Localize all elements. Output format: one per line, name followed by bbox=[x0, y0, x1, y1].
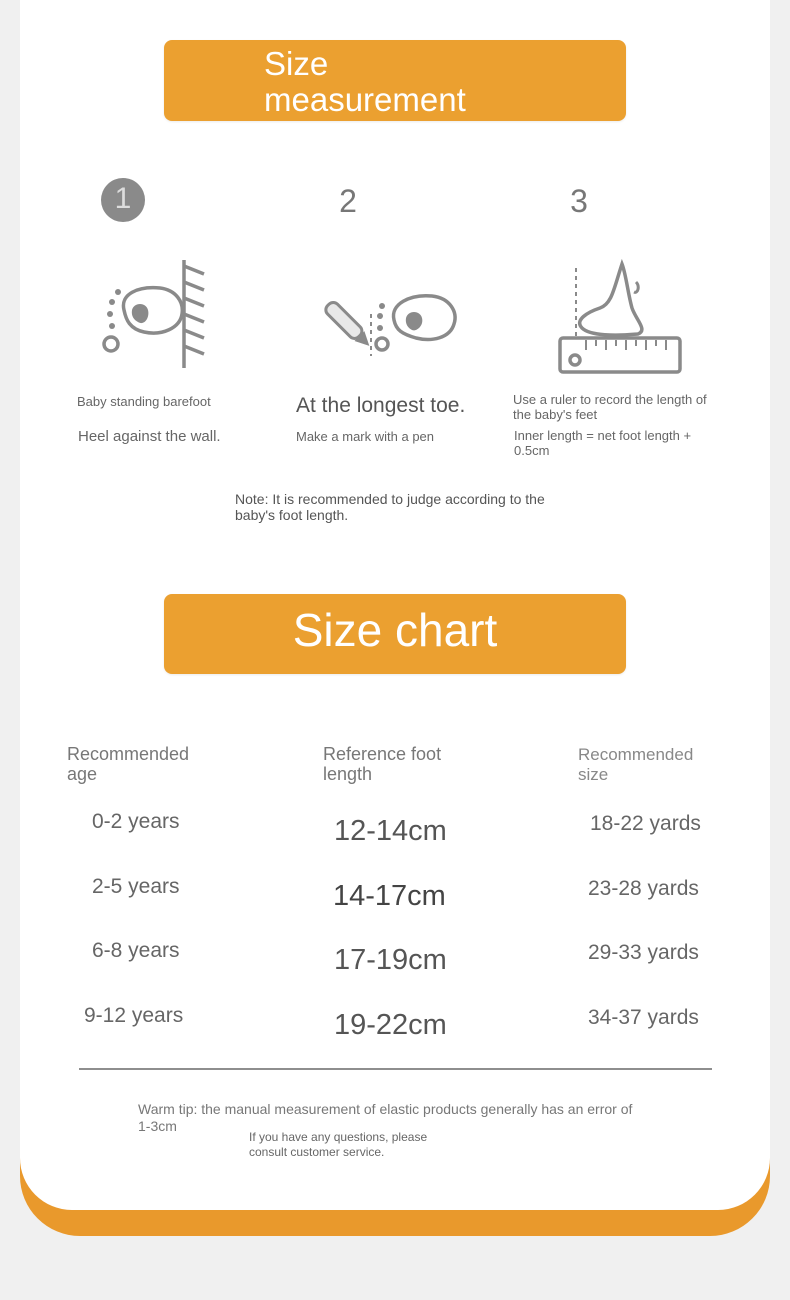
step-3-caption-formula: Inner length = net foot length + 0.5cm bbox=[514, 428, 692, 458]
header-recommended-age: Recommended age bbox=[67, 744, 190, 784]
size-chart-banner bbox=[164, 594, 626, 674]
header-recommended-size: Recommended size bbox=[578, 745, 694, 784]
step-1-caption-small: Baby standing barefoot bbox=[77, 394, 211, 409]
table-cell-size: 29-33 yards bbox=[588, 941, 699, 964]
table-cell-length: 19-22cm bbox=[334, 1009, 447, 1041]
measurement-note: Note: It is recommended to judge according to the baby's foot length. bbox=[235, 491, 545, 523]
foot-against-wall-icon bbox=[96, 256, 216, 370]
table-cell-age: 9-12 years bbox=[84, 1004, 184, 1027]
step-2-caption-small: Make a mark with a pen bbox=[296, 429, 435, 444]
step-2-caption-main: At the longest toe. bbox=[296, 394, 466, 417]
pen-mark-foot-icon bbox=[316, 284, 464, 358]
table-divider bbox=[79, 1068, 712, 1070]
table-cell-age: 6-8 years bbox=[92, 939, 180, 962]
table-cell-length: 14-17cm bbox=[333, 880, 446, 912]
step-3-caption-small: Use a ruler to record the length of the baby's feet bbox=[513, 392, 707, 422]
warm-tip: Warm tip: the manual measurement of elastic products generally has an error of 1-3cm bbox=[138, 1101, 633, 1134]
size-measurement-title: Size measurement bbox=[264, 45, 466, 118]
table-cell-size: 23-28 yards bbox=[588, 877, 699, 900]
table-cell-size: 34-37 yards bbox=[588, 1006, 699, 1029]
size-measurement-banner bbox=[164, 40, 626, 121]
table-cell-age: 2-5 years bbox=[92, 875, 180, 898]
header-reference-foot-length: Reference foot length bbox=[323, 744, 442, 784]
table-cell-age: 0-2 years bbox=[92, 810, 180, 833]
step-3-number: 3 bbox=[570, 183, 588, 219]
step-1-number: 1 bbox=[101, 178, 145, 222]
step-2-number: 2 bbox=[339, 183, 357, 219]
table-cell-length: 17-19cm bbox=[334, 944, 447, 976]
step-1-caption-main: Heel against the wall. bbox=[78, 428, 221, 445]
table-cell-length: 12-14cm bbox=[334, 815, 447, 847]
table-cell-size: 18-22 yards bbox=[590, 812, 701, 835]
contact-note: If you have any questions, please consult customer service. bbox=[249, 1130, 428, 1159]
foot-on-ruler-icon bbox=[556, 258, 684, 374]
size-chart-title: Size chart bbox=[292, 604, 498, 656]
